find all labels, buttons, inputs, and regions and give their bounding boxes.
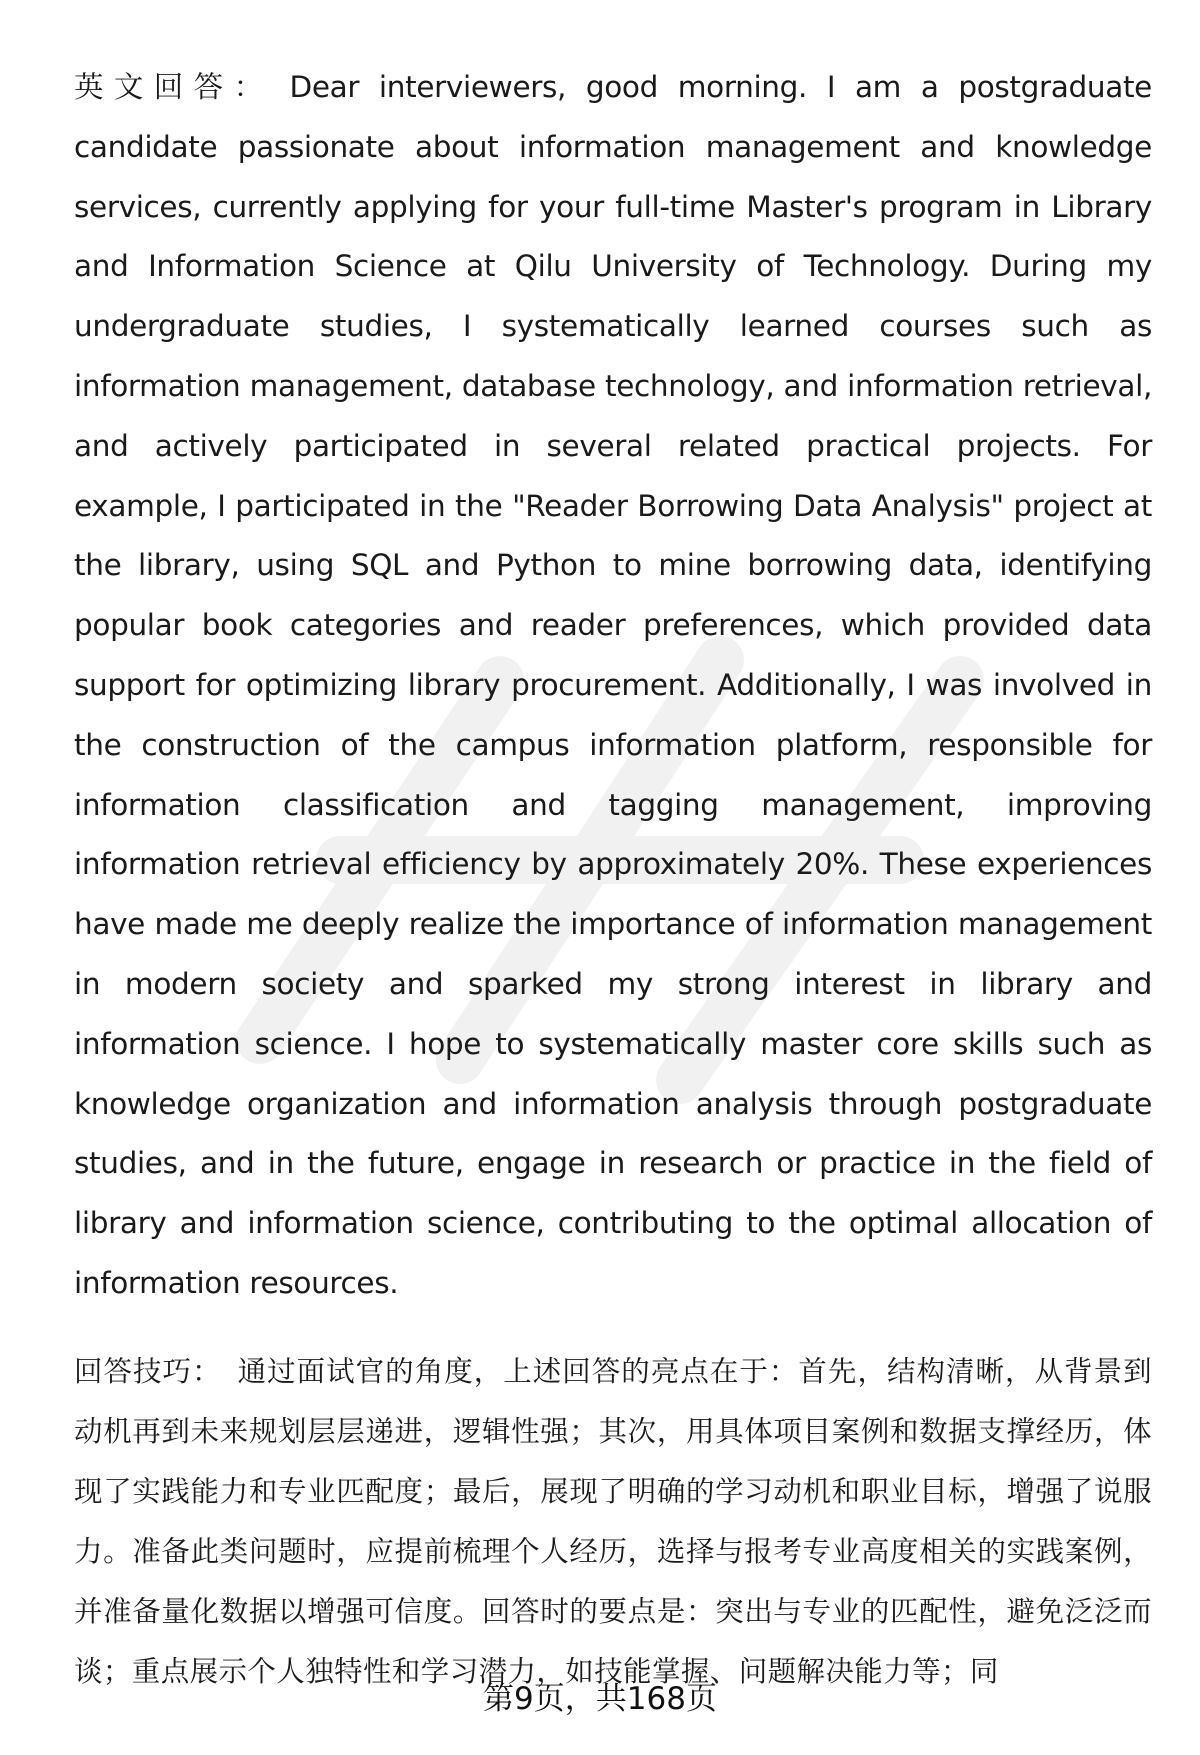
english-answer-paragraph xyxy=(74,58,1152,1314)
english-answer-label: 英文回答： xyxy=(74,70,274,104)
english-answer-text: Dear interviewers, good morning. I am a postgraduate candidate passionate about information management and knowledge services, currently applying for your full-time Master's program in Library and Information Science at Qilu University of Technology. During my undergraduate studies, I systematically learned courses such as information management, database technology, and information retrieval, and actively participated in several related practical projects. For example, I participated in the "Reader Borrowing Data Analysis" project at the library, using SQL and Python to mine borrowing data, identifying popular book categories and reader preferences, which provided data support for optimizing library procurement. Additionally, I was involved in the construction of the campus information platform, responsible for information classification and tagging management, improving information retrieval efficiency by approximately 20%. These experiences have made me deeply realize the importance of information management in modern society and sparked my strong interest in library and information science. I hope to systematically master core skills such as knowledge organization and information analysis through postgraduate studies, and in the future, engage in research or practice in the field of library and information science, contributing to the optimal allocation of information resources. xyxy=(74,70,1152,1300)
answer-tips-label: 回答技巧： xyxy=(74,1354,222,1388)
page-footer: 第9页，共168页 xyxy=(483,1681,717,1717)
document-page xyxy=(74,58,1152,1702)
answer-tips-text: 通过面试官的角度，上述回答的亮点在于：首先，结构清晰，从背景到动机再到未来规划层层递进，逻辑性强；其次，用具体项目案例和数据支撑经历，体现了实践能力和专业匹配度；最后，展现了明确的学习动机和职业目标，增强了说服力。准备此类问题时，应提前梳理个人经历，选择与报考专业高度相关的实践案例，并准备量化数据以增强可信度。回答时的要点是：突出与专业的匹配性，避免泛泛而谈；重点展示个人独特性和学习潜力，如技能掌握、问题解决能力等；同 xyxy=(74,1354,1152,1688)
answer-tips-paragraph xyxy=(74,1342,1152,1702)
